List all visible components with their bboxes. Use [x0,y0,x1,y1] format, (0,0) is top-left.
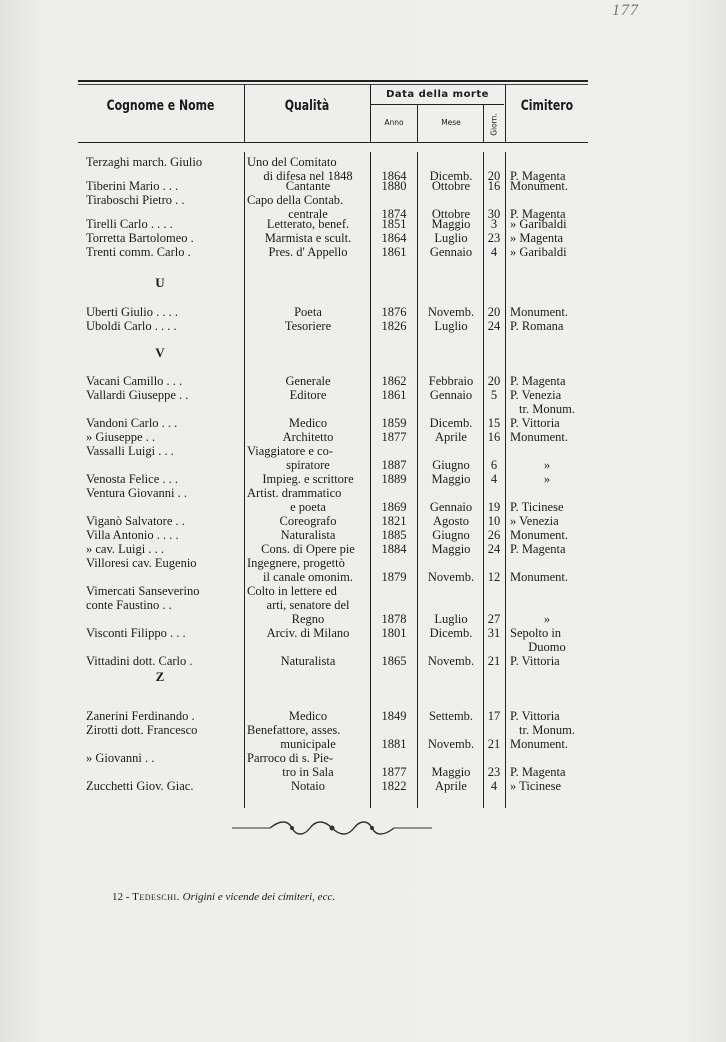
row-qualita-cont: il canale omonim. [263,570,353,584]
row-anno: 1851 [381,217,407,231]
row-qualita: Tesoriere [284,319,332,333]
row-qualita: Naturalista [280,654,336,668]
row-giorno: 6 [490,458,498,472]
row-cimitero: » Venezia [510,514,559,528]
header-divider [505,84,506,142]
header-divider [244,84,245,142]
row-cimitero: P. Ticinese [510,500,564,514]
row-giorno: 3 [490,217,498,231]
row-name: Tirelli Carlo . . . . [86,217,173,231]
row-mese: Ottobre [431,207,471,221]
row-qualita: Arciv. di Milano [266,626,350,640]
row-qualita-cont: e poeta [290,500,326,514]
row-mese: Ottobre [431,179,471,193]
table-top-rule [78,80,588,82]
row-qualita: Letterato, benef. [266,217,350,231]
row-name: Vimercati Sanseverino [86,584,200,598]
row-cimitero: Monument. [510,528,568,542]
row-qualita: Artist. drammatico [247,486,342,500]
row-mese: Aprile [435,779,467,793]
row-cimitero: P. Magenta [510,542,566,556]
row-cimitero: » [543,472,551,486]
row-giorno: 16 [487,430,501,444]
section-letter: U [155,275,165,290]
row-anno: 1862 [381,374,407,388]
header-data-morte: Data della morte [386,89,489,100]
row-qualita-cont: arti, senatore del [266,598,350,612]
row-mese: Luglio [434,612,468,626]
row-qualita: Uno del Comitato [247,155,337,169]
row-mese: Novemb. [427,737,475,751]
row-anno: 1826 [381,319,407,333]
row-giorno: 4 [490,245,498,259]
header-bottom-rule [78,142,588,143]
row-cimitero-cont: tr. Monum. [519,402,575,416]
row-qualita: Pres. d' Appello [268,245,348,259]
row-anno: 1884 [381,542,407,556]
row-cimitero: P. Magenta [510,765,566,779]
row-giorno: 21 [487,737,501,751]
header-cimitero: Cimitero [520,98,574,114]
header-divider [483,104,484,142]
row-giorno: 23 [487,765,501,779]
row-qualita: Impieg. e scrittore [262,472,354,486]
row-giorno: 10 [487,514,501,528]
row-cimitero: » Magenta [510,231,564,245]
row-qualita: Parroco di s. Pie- [247,751,334,765]
row-name: » Giuseppe . . [86,430,156,444]
row-name: Venosta Felice . . . [86,472,178,486]
row-giorno: 4 [490,472,498,486]
row-giorno: 27 [487,612,501,626]
row-qualita-cont: municipale [280,737,336,751]
row-mese: Settemb. [428,709,474,723]
row-qualita: Capo della Contab. [247,193,344,207]
row-cimitero: P. Vittoria [510,654,560,668]
row-mese: Febbraio [428,374,474,388]
row-mese: Giugno [432,458,470,472]
row-mese: Maggio [431,542,471,556]
row-mese: Dicemb. [429,416,473,430]
row-cimitero: Monument. [510,430,568,444]
row-name: Torretta Bartolomeo . [86,231,194,245]
row-qualita: Architetto [282,430,334,444]
row-name: Vassalli Luigi . . . [86,444,174,458]
footer-title: Origini e vicende dei cimiteri, ecc. [182,891,336,903]
row-mese: Maggio [431,217,471,231]
row-anno: 1864 [381,231,407,245]
row-giorno: 20 [487,169,501,183]
row-mese: Novemb. [427,305,475,319]
section-letter: V [155,345,165,360]
row-name: Vallardi Giuseppe . . [86,388,189,402]
row-cimitero: P. Romana [510,319,564,333]
row-mese: Luglio [434,231,468,245]
row-qualita: Colto in lettere ed [247,584,337,598]
row-name: Visconti Filippo . . . [86,626,186,640]
table-top-rule-thin [78,84,588,85]
row-name: Villoresi cav. Eugenio [86,556,197,570]
row-giorno: 21 [487,654,501,668]
row-mese: Gennaio [429,245,473,259]
footer-author: Tedeschi. [132,891,180,903]
row-anno: 1861 [381,245,407,259]
row-cimitero: P. Vittoria [510,416,560,430]
row-anno: 1876 [381,305,407,319]
row-mese: Maggio [431,472,471,486]
row-anno: 1821 [381,514,407,528]
row-giorno: 17 [487,709,501,723]
row-qualita: Cons. di Opere pie [261,542,355,556]
row-mese: Luglio [434,319,468,333]
row-cimitero: » Garibaldi [510,245,567,259]
row-anno: 1822 [381,779,407,793]
row-giorno: 20 [487,305,501,319]
row-qualita: Benefattore, asses. [247,723,341,737]
row-cimitero: P. Vittoria [510,709,560,723]
row-anno: 1801 [381,626,407,640]
row-name: Trenti comm. Carlo . [86,245,191,259]
row-giorno: 31 [487,626,501,640]
row-name: Zucchetti Giov. Giac. [86,779,194,793]
row-name: Tiberini Mario . . . [86,179,179,193]
row-cimitero: Monument. [510,570,568,584]
row-giorno: 23 [487,231,501,245]
row-name: Zirotti dott. Francesco [86,723,198,737]
row-cimitero: Sepolto in [510,626,562,640]
row-giorno: 4 [490,779,498,793]
row-name: Vittadini dott. Carlo . [86,654,193,668]
row-giorno: 30 [487,207,501,221]
row-cimitero: Monument. [510,179,568,193]
row-qualita: Cantante [285,179,331,193]
row-cimitero: » Garibaldi [510,217,567,231]
row-name: Vacani Camillo . . . [86,374,183,388]
header-mese: Mese [441,118,461,127]
row-cimitero: P. Magenta [510,207,566,221]
row-qualita-cont: centrale [288,207,328,221]
row-mese: Gennaio [429,388,473,402]
header-anno: Anno [384,118,404,127]
row-name: Zanerini Ferdinando . [86,709,195,723]
row-anno: 1878 [381,612,407,626]
row-name: Vandoni Carlo . . . [86,416,178,430]
page-footer [112,891,335,903]
header-divider [370,84,371,142]
row-name: Ventura Giovanni . . [86,486,188,500]
row-name: Tiraboschi Pietro . . [86,193,185,207]
row-mese: Novemb. [427,570,475,584]
row-cimitero: Monument. [510,737,568,751]
row-anno: 1877 [381,765,407,779]
row-anno: 1880 [381,179,407,193]
header-divider [417,104,418,142]
row-qualita-cont: tro in Sala [282,765,334,779]
row-cimitero: Monument. [510,305,568,319]
row-giorno: 20 [487,374,501,388]
header-cognome: Cognome e Nome [106,98,215,114]
header-qualita: Qualità [284,98,330,114]
row-qualita: Naturalista [280,528,336,542]
row-qualita: Generale [285,374,331,388]
row-anno: 1864 [381,169,407,183]
row-cimitero-cont: tr. Monum. [519,723,575,737]
row-mese: Giugno [432,528,470,542]
row-anno: 1885 [381,528,407,542]
row-qualita: Coreografo [279,514,337,528]
row-anno: 1865 [381,654,407,668]
row-anno: 1879 [381,570,407,584]
ornament-divider [232,818,432,838]
row-name: » cav. Luigi . . . [86,542,164,556]
row-mese: Dicemb. [429,169,473,183]
row-name: » Giovanni . . [86,751,155,765]
row-cimitero: » [543,458,551,472]
row-qualita-cont: spiratore [286,458,330,472]
row-giorno: 16 [487,179,501,193]
row-qualita: Poeta [294,305,322,319]
row-name: Uboldi Carlo . . . . [86,319,177,333]
row-name: Viganò Salvatore . . [86,514,185,528]
row-name: Uberti Giulio . . . . [86,305,179,319]
row-cimitero: » Ticinese [510,779,562,793]
row-mese: Agosto [432,514,470,528]
handwritten-page-number: 177 [612,2,639,19]
row-giorno: 19 [487,500,501,514]
row-name: Villa Antonio . . . . [86,528,179,542]
row-cimitero: P. Magenta [510,374,566,388]
row-mese: Aprile [435,430,467,444]
row-anno: 1861 [381,388,407,402]
row-anno: 1859 [381,416,407,430]
row-anno: 1889 [381,472,407,486]
row-cimitero: P. Venezia [510,388,562,402]
row-mese: Gennaio [429,500,473,514]
row-qualita: Medico [288,709,328,723]
row-mese: Novemb. [427,654,475,668]
row-mese: Dicemb. [429,626,473,640]
row-qualita-cont: di difesa nel 1848 [263,169,353,183]
section-letter: Z [155,669,165,684]
row-anno: 1887 [381,458,407,472]
header-giorno: Giorn. [489,113,499,136]
row-name: Terzaghi march. Giulio [86,155,203,169]
row-giorno: 5 [490,388,498,402]
row-name-cont: conte Faustino . . [86,598,172,612]
header-data-rule [371,104,504,105]
row-qualita: Ingegnere, progettò [247,556,345,570]
row-giorno: 24 [487,542,501,556]
row-anno: 1877 [381,430,407,444]
row-cimitero-cont: Duomo [528,640,566,654]
row-qualita: Notaio [290,779,326,793]
row-qualita-cont: Regno [291,612,325,626]
footer-page-number: 12 - [112,891,130,903]
row-mese: Maggio [431,765,471,779]
row-anno: 1881 [381,737,407,751]
row-qualita: Marmista e scult. [264,231,352,245]
row-anno: 1874 [381,207,407,221]
row-qualita: Viaggiatore e co- [247,444,334,458]
row-giorno: 15 [487,416,501,430]
row-anno: 1869 [381,500,407,514]
row-cimitero: P. Magenta [510,169,566,183]
row-qualita: Editore [289,388,327,402]
row-giorno: 12 [487,570,501,584]
row-cimitero: » [543,612,551,626]
row-qualita: Medico [288,416,328,430]
row-giorno: 26 [487,528,501,542]
row-anno: 1849 [381,709,407,723]
row-giorno: 24 [487,319,501,333]
